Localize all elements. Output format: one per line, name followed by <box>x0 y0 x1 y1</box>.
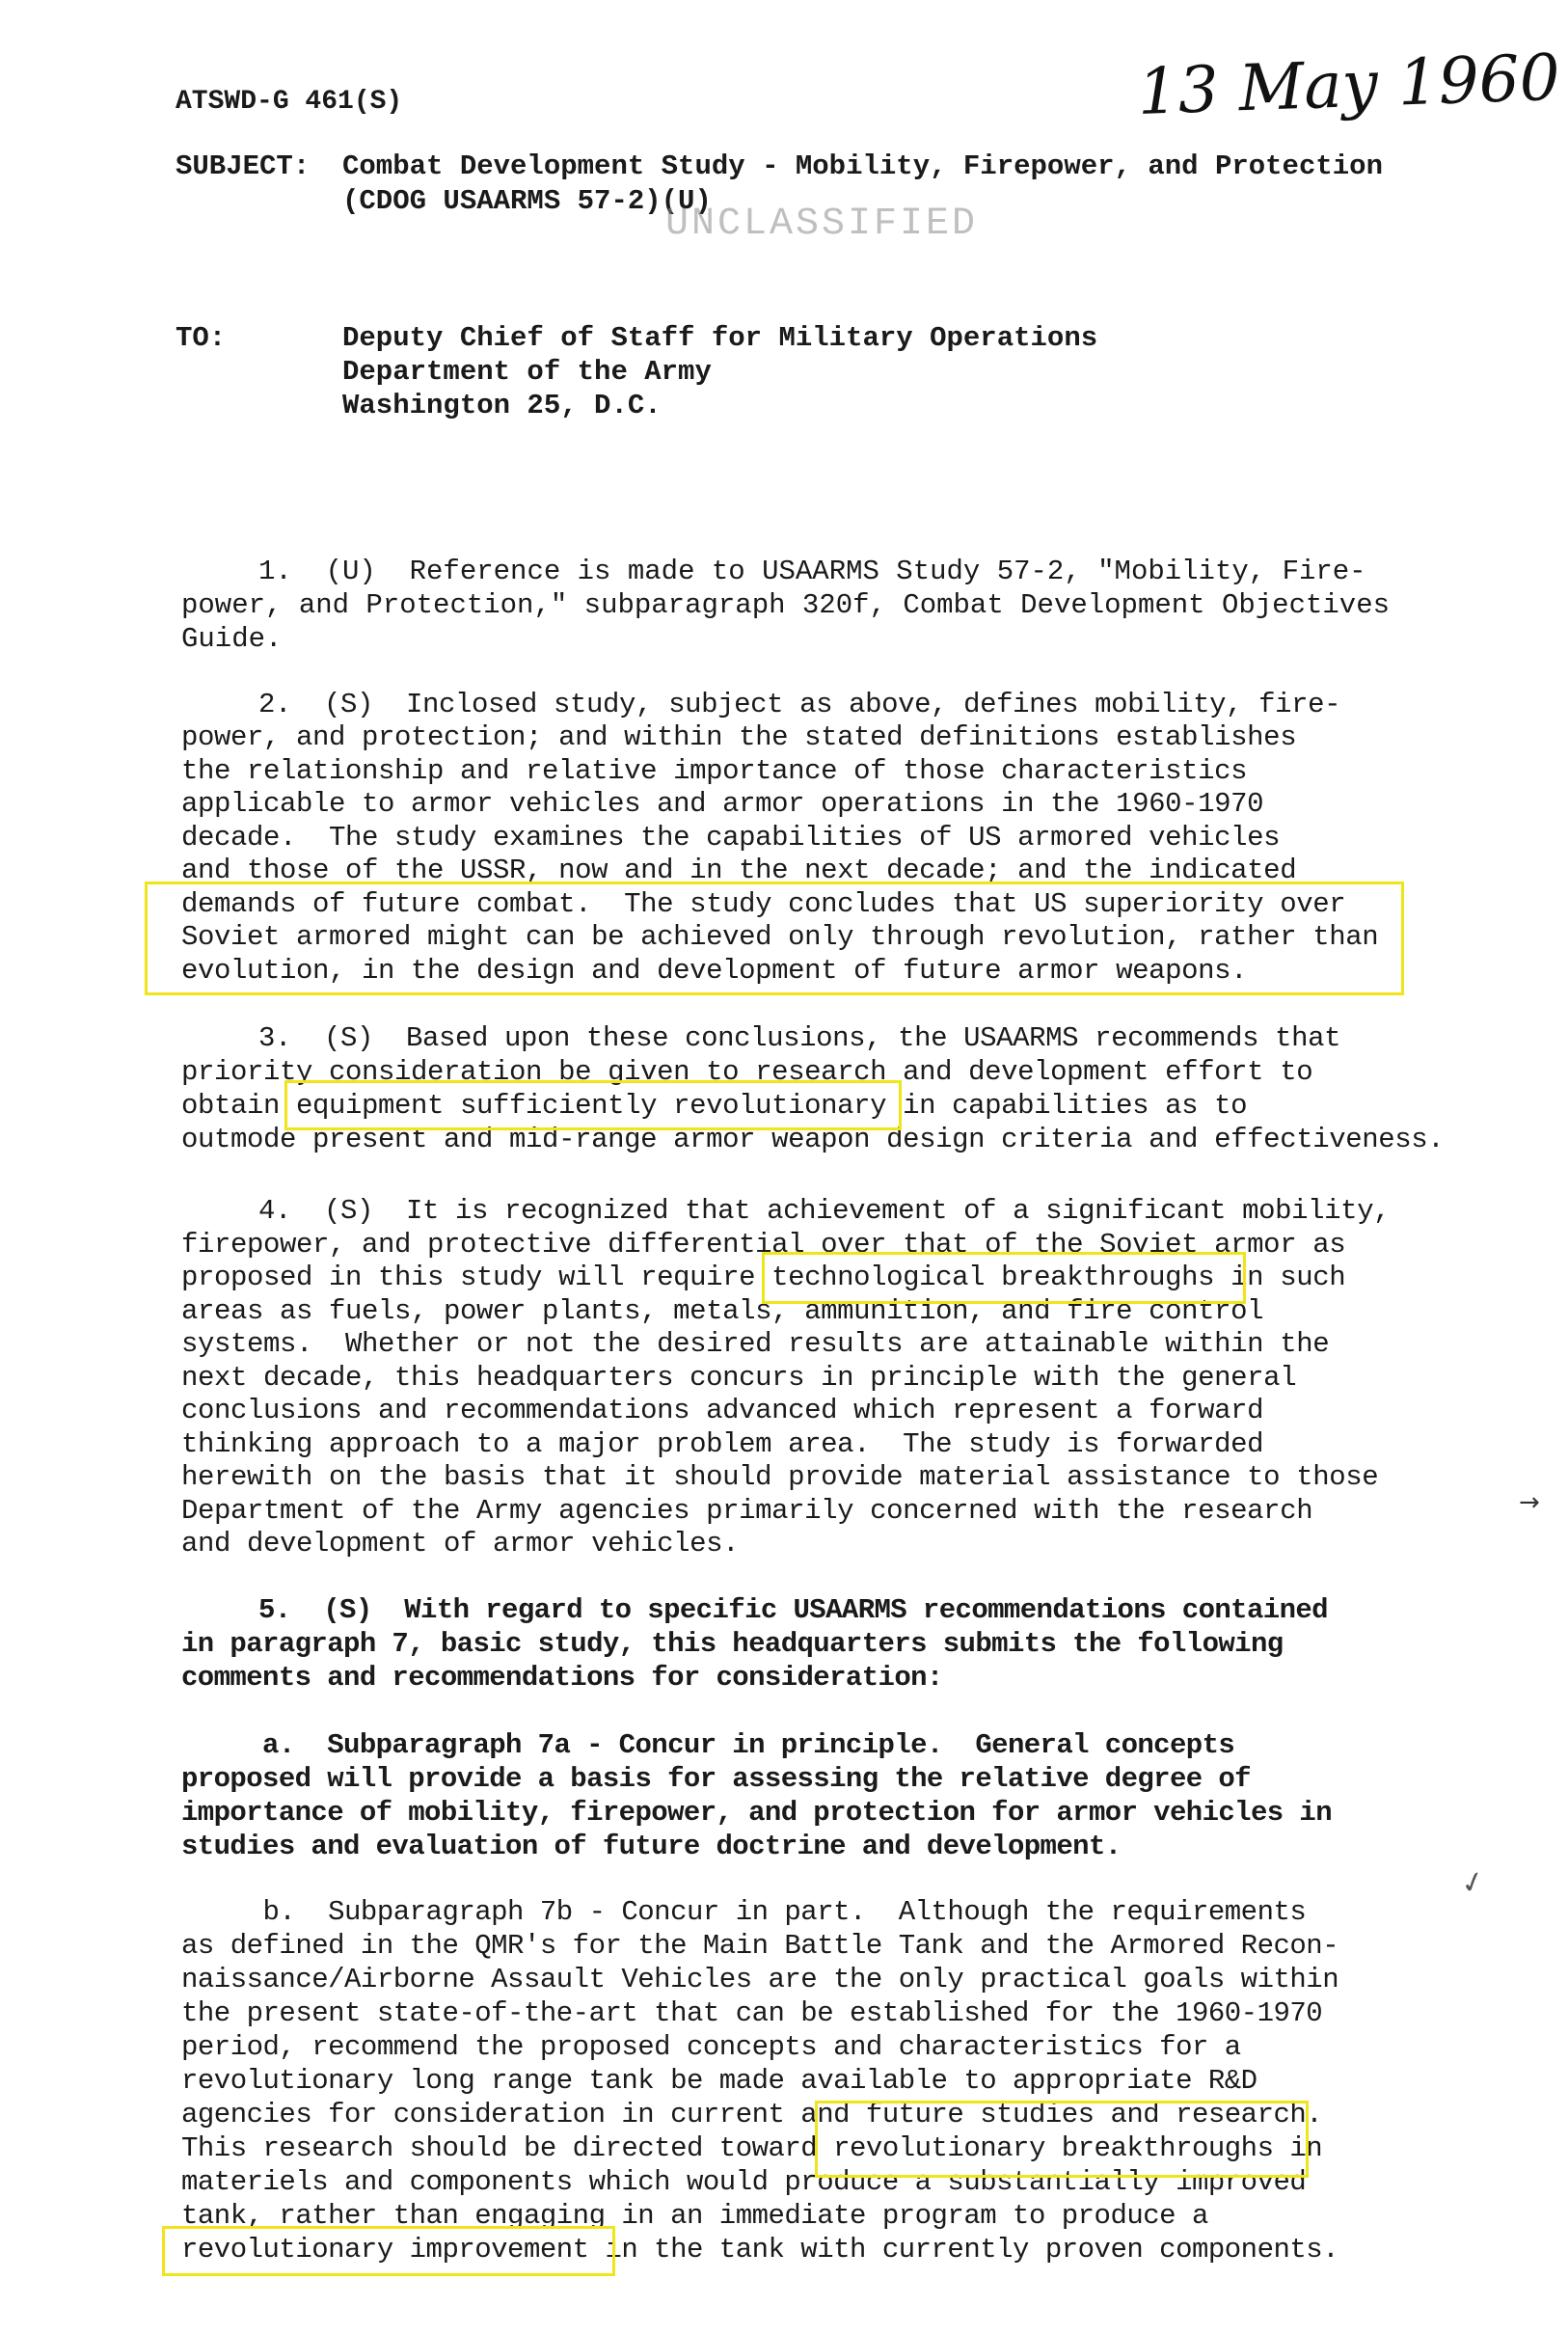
text-line: importance of mobility, firepower, and protection for armor vehicles in <box>181 1797 1333 1829</box>
addressee-block <box>342 321 1098 490</box>
to-label: TO: <box>176 322 227 354</box>
subject-label: SUBJECT: <box>176 150 311 182</box>
text-line: b. Subparagraph 7b - Concur in part. Although the requirements <box>181 1896 1307 1928</box>
subject-line: Combat Development Study - Mobility, Firepower, and Protection <box>342 150 1383 182</box>
highlight-box-improvement <box>162 2226 615 2276</box>
text-line: as defined in the QMR's for the Main Battle Tank and the Armored Recon- <box>181 1930 1339 1962</box>
text-line: period, recommend the proposed concepts and characteristics for a <box>181 2031 1241 2063</box>
text-line: materiels and components which would produce a substantially improved <box>181 2166 1307 2198</box>
text-line: and development of armor vehicles. <box>181 1528 740 1560</box>
text-line: Soviet armored might can be achieved only through revolution, rather than <box>181 921 1379 953</box>
text-line: applicable to armor vehicles and armor operations in the 1960-1970 <box>181 788 1264 820</box>
text-line: and those of the USSR, now and in the next decade; and the indicated <box>181 855 1297 886</box>
text-line: naissance/Airborne Assault Vehicles are the only practical goals within <box>181 1964 1339 1995</box>
classification-stamp: UNCLASSIFIED <box>665 203 979 246</box>
margin-mark-icon: → <box>1519 1488 1540 1517</box>
addressee-line: Deputy Chief of Staff for Military Operations <box>342 322 1098 354</box>
text-line: firepower, and protective differential over that of the Soviet armor as <box>181 1229 1346 1261</box>
text-line: revolutionary long range tank be made available to appropriate R&D <box>181 2065 1257 2097</box>
text-line: in paragraph 7, basic study, this headquarters submits the following <box>181 1628 1284 1660</box>
text-line: studies and evaluation of future doctrine and development. <box>181 1831 1122 1862</box>
text-line: power, and protection; and within the stated definitions establishes <box>181 721 1297 753</box>
subject-line: (CDOG USAARMS 57-2)(U) <box>342 185 712 217</box>
text-line: decade. The study examines the capabilities of US armored vehicles <box>181 822 1281 854</box>
text-line: the present state-of-the-art that can be established for the 1960-1970 <box>181 1997 1323 2029</box>
text-line: systems. Whether or not the desired results are attainable within the <box>181 1328 1330 1360</box>
text-line: proposed in this study will require technological breakthroughs in such <box>181 1262 1346 1293</box>
text-line: evolution, in the design and development of future armor weapons. <box>181 955 1248 987</box>
highlight-box-technological <box>762 1252 1246 1304</box>
text-line: demands of future combat. The study concludes that US superiority over <box>181 888 1346 920</box>
highlight-box-breakthroughs <box>815 2101 1309 2178</box>
text-line: areas as fuels, power plants, metals, ammunition, and fire control <box>181 1295 1264 1327</box>
text-line: tank, rather than engaging in an immediate program to produce a <box>181 2200 1208 2232</box>
text-line: conclusions and recommendations advanced which represent a forward <box>181 1395 1264 1426</box>
text-line: 3. (S) Based upon these conclusions, the USAARMS recommends that <box>258 1022 1341 1054</box>
text-line: Department of the Army agencies primarily concerned with the research <box>181 1495 1313 1527</box>
text-line: agencies for consideration in current and future studies and research. <box>181 2099 1323 2130</box>
text-line: obtain equipment sufficiently revolutionary in capabilities as to <box>181 1090 1248 1122</box>
text-line: the relationship and relative importance of those characteristics <box>181 755 1248 787</box>
text-line: power, and Protection," subparagraph 320f, Combat Development Objectives <box>181 589 1391 621</box>
highlight-box-equipment <box>284 1080 902 1130</box>
check-mark-icon: ✓ <box>1456 1863 1490 1903</box>
handwritten-date: 13 May 1960 <box>1136 40 1561 129</box>
text-line: 2. (S) Inclosed study, subject as above, defines mobility, fire- <box>258 689 1341 720</box>
text-line: next decade, this headquarters concurs in principle with the general <box>181 1362 1297 1394</box>
text-line: Guide. <box>181 623 283 655</box>
addressee-line: Washington 25, D.C. <box>342 390 662 421</box>
addressee-line: Department of the Army <box>342 356 712 388</box>
text-line: outmode present and mid-range armor weapon design criteria and effectiveness. <box>181 1124 1445 1155</box>
text-line: revolutionary improvement in the tank with currently proven components. <box>181 2234 1339 2266</box>
text-line: This research should be directed toward revolutionary breakthroughs in <box>181 2132 1323 2164</box>
text-line: proposed will provide a basis for assessing the relative degree of <box>181 1763 1251 1795</box>
text-line: priority consideration be given to research and development effort to <box>181 1056 1313 1088</box>
text-line: 1. (U) Reference is made to USAARMS Study 57-2, "Mobility, Fire- <box>258 556 1366 587</box>
text-line: a. Subparagraph 7a - Concur in principle. General concepts <box>181 1729 1235 1761</box>
file-reference: ATSWD-G 461(S) <box>176 87 403 117</box>
text-line: thinking approach to a major problem area. The study is forwarded <box>181 1428 1264 1460</box>
text-line: herewith on the basis that it should provide material assistance to those <box>181 1461 1379 1493</box>
text-line: 4. (S) It is recognized that achievement of a significant mobility, <box>258 1195 1391 1227</box>
text-line: 5. (S) With regard to specific USAARMS recommendations contained <box>258 1594 1328 1626</box>
highlight-box-revolution <box>145 882 1404 995</box>
text-line: comments and recommendations for consideration: <box>181 1662 943 1694</box>
